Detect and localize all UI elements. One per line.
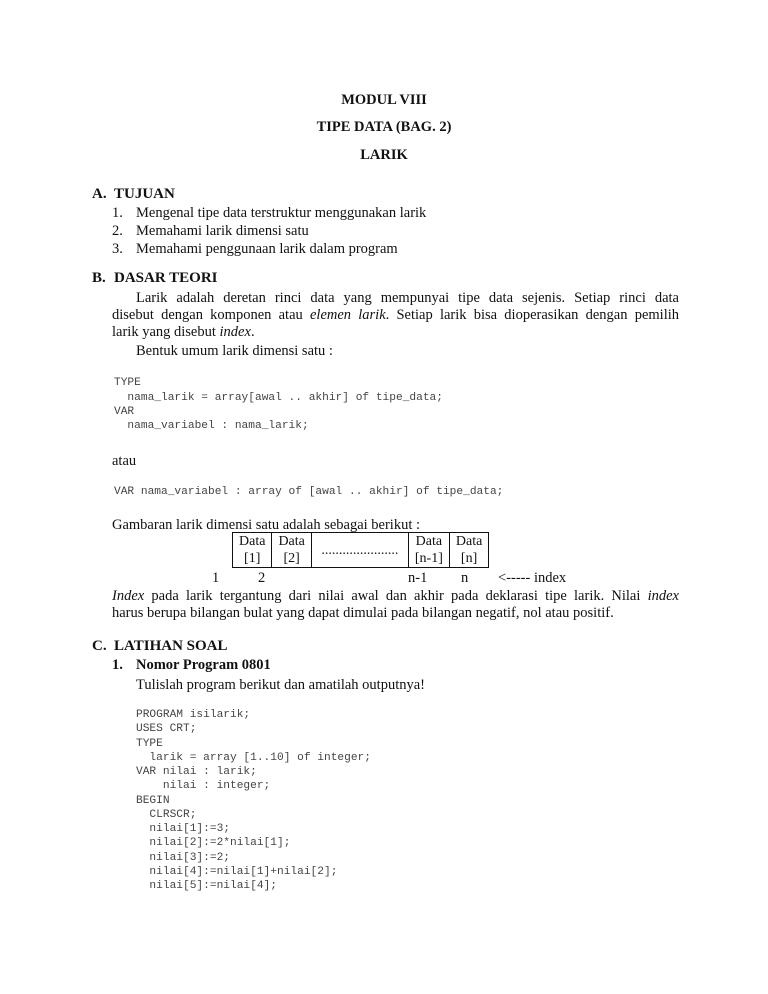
code-line: BEGIN	[136, 795, 170, 807]
array-diagram	[232, 532, 489, 568]
section-a-letter: A.	[92, 186, 107, 202]
index-label: 2	[258, 570, 266, 586]
section-a-heading	[92, 186, 175, 203]
code-line: nama_larik = array[awal .. akhir] of tipe_data;	[114, 392, 443, 404]
emphasis-text: index	[647, 588, 679, 604]
code-line: TYPE	[136, 738, 163, 750]
module-topic: LARIK	[360, 147, 408, 163]
index-arrow-label: <----- index	[498, 570, 567, 586]
program-number: 1.	[112, 657, 123, 673]
array-index-cell: [n]	[449, 550, 488, 568]
code-line: nilai[3]:=2;	[136, 852, 230, 864]
text: .	[250, 324, 255, 340]
code-line: VAR	[114, 406, 135, 418]
code-line: nilai[1]:=3;	[136, 823, 230, 835]
code-line: VAR nilai : larik;	[136, 766, 257, 778]
index-label: n-1	[408, 570, 428, 586]
list-number: 2.	[112, 223, 123, 239]
list-item	[112, 205, 426, 222]
code-line: nilai[5]:=nilai[4];	[136, 880, 277, 892]
code-line: nilai[4]:=nilai[1]+nilai[2];	[136, 866, 338, 878]
list-item	[112, 241, 398, 258]
emphasis-text: Index	[112, 588, 145, 604]
array-cell: Data	[233, 533, 272, 551]
array-index-cell: [2]	[272, 550, 311, 568]
section-b-title: DASAR TEORI	[114, 270, 218, 286]
array-cell: Data	[272, 533, 311, 551]
section-c-letter: C.	[92, 638, 107, 654]
list-text: Memahami larik dimensi satu	[136, 223, 309, 239]
program-instruction: Tulislah program berikut dan amatilah outputnya!	[136, 677, 426, 693]
list-text: Mengenal tipe data terstruktur menggunakan larik	[136, 205, 427, 221]
code-line: nilai : integer;	[136, 780, 271, 792]
section-b-letter: B.	[92, 270, 106, 286]
theory-line-2	[112, 307, 679, 324]
list-item	[112, 223, 309, 240]
text: . Setiap larik bisa dioperasikan dengan pemilih	[385, 307, 679, 323]
code-line: PROGRAM isilarik;	[136, 709, 251, 721]
list-number: 1.	[112, 205, 123, 221]
emphasis-text: index	[219, 324, 251, 340]
program-title: Nomor Program 0801	[136, 657, 271, 673]
text: larik yang disebut	[112, 324, 220, 340]
section-c-heading	[92, 638, 228, 655]
code-line: TYPE	[114, 377, 141, 389]
code-line: nama_variabel : nama_larik;	[114, 420, 309, 432]
text: pada larik tergantung dari nilai awal dan akhir pada deklarasi tipe larik. Nilai	[144, 588, 648, 604]
list-number: 3.	[112, 241, 123, 257]
array-cell: Data	[449, 533, 488, 551]
diagram-caption: Gambaran larik dimensi satu adalah sebagai berikut :	[112, 517, 421, 533]
theory-form-intro: Bentuk umum larik dimensi satu :	[136, 343, 333, 359]
index-label: n	[461, 570, 469, 586]
array-ellipsis: ......................	[311, 533, 408, 568]
text: disebut dengan komponen atau	[112, 307, 310, 323]
section-c-title: LATIHAN SOAL	[114, 638, 228, 654]
module-subtitle: TIPE DATA (BAG. 2)	[316, 119, 452, 135]
atau-text: atau	[112, 453, 137, 469]
code-line: CLRSCR;	[136, 809, 197, 821]
list-text: Memahami penggunaan larik dalam program	[136, 241, 398, 257]
code-line: larik = array [1..10] of integer;	[136, 752, 371, 764]
program-heading	[112, 657, 271, 674]
code-line: VAR nama_variabel : array of [awal .. akhir] of tipe_data;	[114, 486, 504, 498]
index-label: 1	[212, 570, 220, 586]
array-index-cell: [1]	[233, 550, 272, 568]
code-line: USES CRT;	[136, 723, 197, 735]
code-line: nilai[2]:=2*nilai[1];	[136, 837, 291, 849]
theory-line-1: Larik adalah deretan rinci data yang mempunyai tipe data sejenis. Setiap rinci data	[136, 290, 679, 306]
index-explanation-2: harus berupa bilangan bulat yang dapat dimulai pada bilangan negatif, nol atau positif.	[112, 605, 614, 621]
emphasis-text: elemen larik	[309, 307, 386, 323]
section-b-heading	[92, 270, 218, 287]
module-title: MODUL VIII	[341, 92, 427, 108]
array-cell: Data	[408, 533, 449, 551]
index-explanation-1	[112, 588, 679, 605]
theory-line-3	[112, 324, 679, 341]
section-a-title: TUJUAN	[114, 186, 175, 202]
array-index-cell: [n-1]	[408, 550, 449, 568]
